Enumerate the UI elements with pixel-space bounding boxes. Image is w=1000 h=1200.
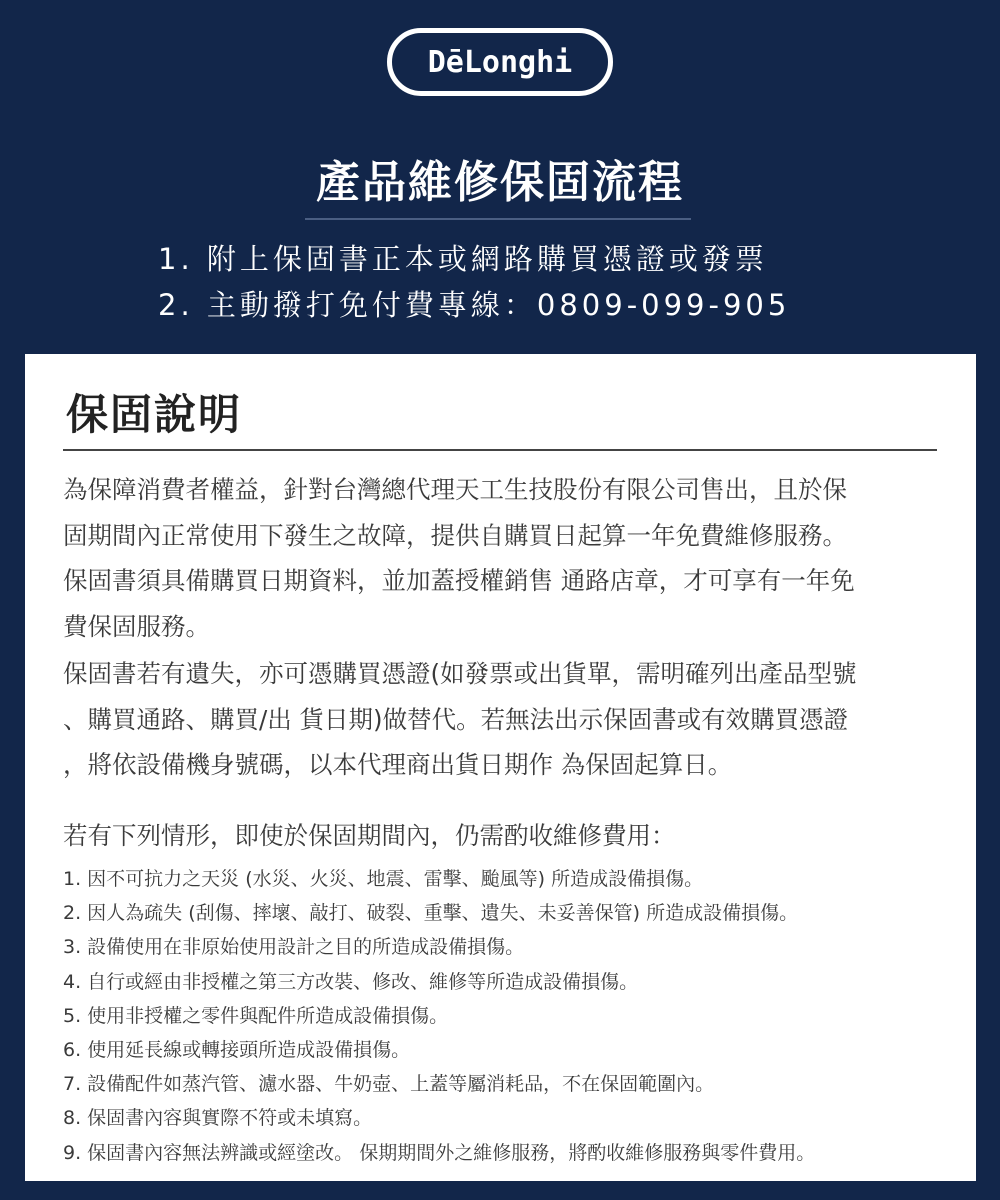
exclusions-list: [63, 862, 943, 1170]
section-divider: [63, 449, 937, 451]
title-divider: [305, 218, 691, 220]
process-steps: [158, 236, 918, 328]
warranty-panel: [25, 354, 976, 1181]
list-item: 1. 因不可抗力之天災 (水災、火災、地震、雷擊、颱風等) 所造成設備損傷。: [63, 868, 704, 890]
paragraph-line: 費保固服務。: [63, 611, 210, 641]
paragraph-line: 固期間內正常使用下發生之故障，提供自購買日起算一年免費維修服務。: [63, 520, 847, 550]
page-title: 產品維修保固流程: [316, 157, 684, 208]
process-step: 2. 主動撥打免付費專線：0809-099-905: [158, 288, 791, 322]
list-item: 9. 保固書內容無法辨識或經塗改。 保期期間外之維修服務，將酌收維修服務與零件費用。: [63, 1141, 816, 1164]
warranty-paragraph-1: [63, 467, 943, 649]
paragraph-line: 保固書須具備購買日期資料，並加蓋授權銷售 通路店章，才可享有一年免: [63, 566, 855, 595]
warranty-paragraph-2: [63, 651, 943, 788]
section-title: 保固說明: [66, 390, 243, 439]
list-item: 5. 使用非授權之零件與配件所造成設備損傷。: [63, 1004, 449, 1027]
paragraph-line: 為保障消費者權益，針對台灣總代理天工生技股份有限公司售出，且於保: [63, 475, 847, 504]
list-item: 7. 設備配件如蒸汽管、濾水器、牛奶壺、上蓋等屬消耗品，不在保固範圍內。: [63, 1073, 715, 1096]
list-item: 6. 使用延長線或轉接頭所造成設備損傷。: [63, 1039, 411, 1062]
list-item: 4. 自行或經由非授權之第三方改裝、修改、維修等所造成設備損傷。: [63, 970, 639, 993]
list-item: 3. 設備使用在非原始使用設計之目的所造成設備損傷。: [63, 936, 525, 959]
delonghi-logo: DēLonghi: [387, 28, 613, 96]
paragraph-line: 、購買通路、購買/出 貨日期)做替代。若無法出示保固書或有效購買憑證: [63, 704, 849, 734]
logo-container: [0, 28, 1000, 96]
paragraph-line: ，將依設備機身號碼，以本代理商出貨日期作 為保固起算日。: [63, 750, 733, 779]
exclusions-intro: 若有下列情形，即使於保固期間內，仍需酌收維修費用：: [63, 821, 676, 850]
process-step: 1. 附上保固書正本或網路購買憑證或發票: [158, 242, 768, 276]
list-item: 8. 保固書內容與實際不符或未填寫。: [63, 1107, 373, 1130]
paragraph-line: 保固書若有遺失，亦可憑購買憑證(如發票或出貨單，需明確列出產品型號: [63, 659, 857, 688]
list-item: 2. 因人為疏失 (刮傷、摔壞、敲打、破裂、重擊、遺失、未妥善保管) 所造成設備損傷。: [63, 902, 799, 925]
